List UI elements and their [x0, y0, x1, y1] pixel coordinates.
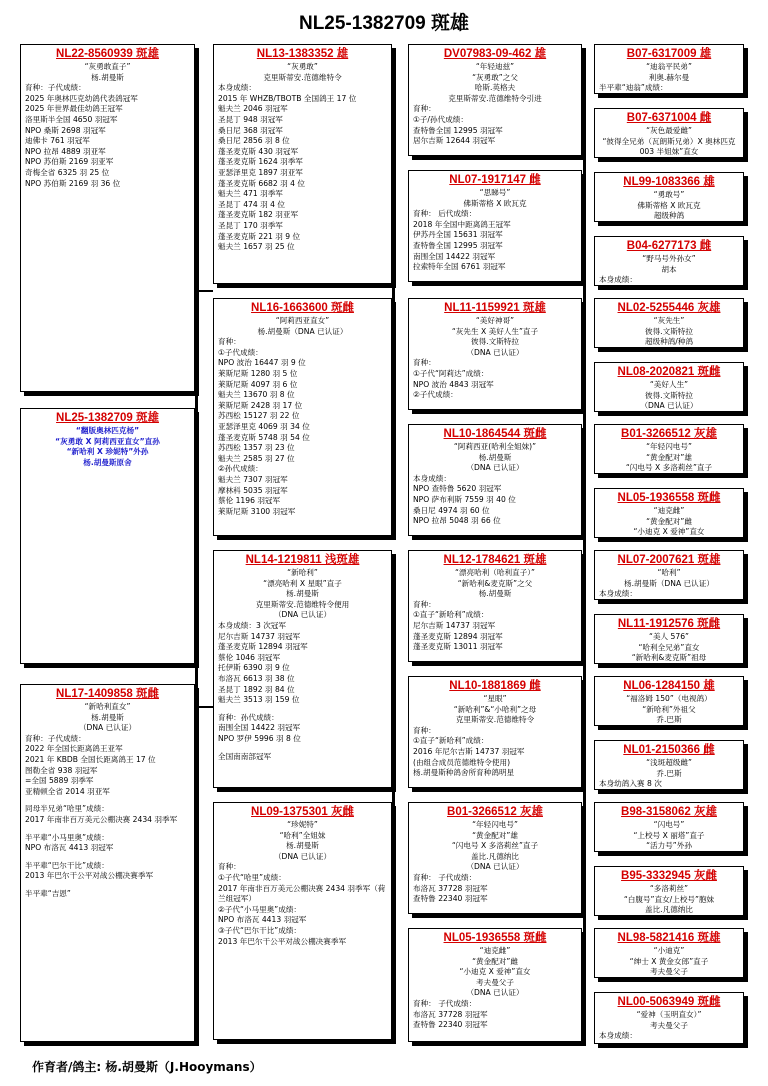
result-line: 图勒全省 938 羽冠军 — [25, 765, 98, 775]
name-line: 克里斯蒂安.范德维特令引进 — [448, 93, 542, 103]
result-line: 魁夫兰 13670 羽 8 位 — [218, 390, 295, 400]
result-line: 查特鲁全国 12995 羽冠军 — [413, 240, 503, 250]
g4-card-6 — [594, 362, 744, 412]
ring-number: NL06-1284150 雄 — [623, 680, 715, 692]
g3-card-6 — [408, 676, 582, 788]
g3-card-1 — [408, 44, 582, 156]
ring-number: B98-3158062 灰雄 — [621, 806, 717, 818]
g4-card-13 — [594, 802, 744, 852]
result-line: 本身成绩：3 次冠军 — [218, 620, 286, 630]
ring-number: B04-6277173 雌 — [626, 240, 712, 252]
result-line: 2018 年全国中距离鸽王冠军 — [413, 219, 511, 229]
granddam-maternal-card — [213, 802, 392, 1040]
name-line: “灰勇敢”之父 — [472, 72, 518, 82]
name-line: 彼得.文斯特拉 — [645, 390, 693, 400]
g4-card-16 — [594, 992, 744, 1044]
result-line: 莱斯尼斯 3100 羽冠军 — [218, 506, 296, 516]
name-line: “闪电号 X 多洛莉丝”直子 — [625, 463, 713, 473]
g3-card-8 — [408, 928, 582, 1042]
result-line: 蓬圣麦克斯 182 羽亚军 — [218, 210, 299, 220]
result-line: 育种： 子代成绩： — [413, 998, 477, 1008]
name-line: “星眼” — [483, 694, 507, 703]
g4-card-5 — [594, 298, 744, 348]
granddam-paternal-card — [213, 298, 392, 536]
name-line: “哈利”全姐妹 — [279, 830, 326, 840]
result-line: NPO 查特鲁 5620 羽冠军 — [413, 484, 502, 494]
ring-number: NL14-1219811 浅斑雄 — [245, 554, 360, 566]
result-line: NPO 布洛瓦 4413 羽冠军 — [25, 843, 114, 853]
result-line: 本身成绩： — [599, 1031, 637, 1041]
name-line: “小迪克 X 爱神”直女 — [633, 527, 705, 537]
result-line: NPO 波治 16447 羽 9 位 — [218, 358, 306, 368]
g4-card-9 — [594, 550, 744, 600]
name-line: “年轻闪电号” — [472, 820, 518, 829]
name-line: 哈斯.英格夫 — [474, 83, 516, 93]
result-line: 桑日尼 2856 羽 8 位 — [218, 136, 290, 146]
result-line: 莱斯尼斯 2428 羽 17 位 — [218, 400, 303, 410]
name-line: “灰勇敢直子” — [84, 62, 131, 71]
name-line: “美好人生” — [649, 380, 689, 389]
ring-number: NL13-1383352 雄 — [256, 48, 349, 60]
result-line: 育种： — [413, 725, 436, 735]
ring-number: NL02-5255446 灰雄 — [617, 302, 721, 314]
name-line: “灰先生 X 美好人生”直子 — [451, 326, 539, 336]
name-line: （DNA 已认证） — [466, 862, 524, 872]
result-line: 圣昆丁 948 羽冠军 — [218, 114, 283, 124]
name-line: “新哈利直女” — [84, 702, 131, 711]
ring-number: NL12-1784621 斑雄 — [443, 554, 547, 566]
result-line: ①直子“新哈利”成绩： — [413, 610, 489, 620]
ring-number: NL05-1936558 斑雌 — [443, 932, 547, 944]
g4-card-4 — [594, 236, 744, 286]
result-line: 南围全国 14422 羽冠军 — [413, 251, 496, 261]
name-line: “勇敢号” — [653, 190, 685, 199]
name-line: “黄金配对”雄 — [646, 452, 692, 462]
name-line: “黄金配对”雌 — [472, 956, 518, 966]
result-line: 蓬圣麦克斯 13011 羽冠军 — [413, 642, 503, 652]
name-line: “浅斑超级雌” — [646, 758, 692, 767]
ring-number: DV07983-09-462 雄 — [443, 48, 547, 60]
name-line: 考夫曼父子 — [650, 1020, 688, 1030]
name-line: 杨.胡曼斯（DNA 已认证） — [624, 578, 714, 588]
result-line: ②孙代成绩： — [218, 464, 263, 474]
result-line: 桑日尼 368 羽冠军 — [218, 125, 283, 135]
result-line: 圣昆丁 474 羽 4 位 — [218, 199, 285, 209]
name-line: “新哈利”外祖父 — [642, 704, 696, 714]
result-line: 托伊斯 6390 羽 9 位 — [218, 663, 290, 673]
name-line: “彼得全兄弟（瓦朗斯兄弟）X 奥林匹克 003 半姐妹”直女 — [602, 136, 736, 157]
name-line: 克里斯蒂安.范德维特令便用 — [255, 599, 350, 609]
name-line: 彼得.文斯特拉 — [645, 326, 693, 336]
ring-number: B01-3266512 灰雄 — [621, 428, 717, 440]
result-line: 2013 年巴尔干公平对战公棚决赛季军 — [25, 871, 154, 881]
name-line: 佛斯蒂格 X 欧瓦克 — [637, 200, 701, 210]
result-line: 育种：子代成绩： — [25, 83, 86, 93]
name-line: 杨.胡曼斯 — [286, 841, 319, 851]
result-line: 魁夫兰 3513 羽 159 位 — [218, 695, 300, 705]
name-line: 超级种鸽/种鸽 — [644, 337, 694, 347]
result-line: NPO 苏伯斯 2169 羽亚军 — [25, 157, 114, 167]
result-line: 尼尔吉斯 14737 羽冠军 — [413, 620, 496, 630]
g4-card-1 — [594, 44, 744, 94]
name-line: “美人 576” — [649, 632, 689, 641]
name-line: 杨.胡曼斯 — [91, 72, 124, 82]
g3-card-3 — [408, 298, 582, 410]
result-line: 本身幼鸽入赛 8 次 — [599, 779, 662, 789]
subject-line: 杨.胡曼斯原舍 — [83, 457, 132, 467]
result-line: =全国 5889 羽季军 — [25, 776, 94, 786]
breeder-footer: 作育者/鸽主: 杨.胡曼斯（J.Hooymans） — [32, 1060, 262, 1074]
result-line: 育种： 子代成绩： — [413, 872, 477, 882]
result-line: 蓬圣麦克斯 12894 羽冠军 — [218, 642, 308, 652]
name-line: 超级种鸽 — [653, 211, 685, 221]
name-line: “阿莉西亚直女” — [275, 316, 330, 325]
result-line: 本身成绩： — [218, 83, 256, 93]
ring-number: NL22-8560939 斑雄 — [56, 48, 159, 60]
result-line: 南围全国 14422 羽冠军 — [218, 723, 301, 733]
name-line: “灰勇敢” — [287, 62, 318, 71]
ring-number: NL98-5821416 斑雄 — [617, 932, 721, 944]
result-line: ①子代“阿莉达”成绩： — [413, 368, 489, 378]
name-line: “哈利” — [657, 568, 681, 577]
name-line: 盖比.凡德纳比 — [471, 851, 519, 861]
result-line: 育种： — [218, 862, 241, 872]
name-line: 杨.胡曼斯 — [91, 712, 124, 722]
result-line: ②子代成绩： — [413, 390, 458, 400]
name-line: “漂亮哈利 X 星眼”直子 — [263, 578, 342, 588]
result-line: 圣昆丁 1892 羽 84 位 — [218, 684, 295, 694]
name-line: 彼得.文斯特拉 — [471, 337, 519, 347]
result-line: 本身成绩： — [599, 275, 637, 285]
name-line: “珍妮特” — [287, 820, 318, 829]
result-line: 蓬圣麦克斯 12894 羽冠军 — [413, 631, 503, 641]
result-line: 圣昆丁 170 羽季军 — [218, 220, 283, 230]
name-line: “迪克雌” — [653, 506, 685, 515]
ring-number: NL07-2007621 斑雄 — [617, 554, 721, 566]
ring-number: NL25-1382709 斑雄 — [56, 412, 159, 424]
result-line: 杨.胡曼斯种鸽舍所育种鸽明星 — [413, 768, 515, 778]
result-line: 查特鲁 22340 羽冠军 — [413, 1020, 488, 1030]
ring-number: NL07-1917147 雌 — [449, 174, 541, 186]
result-line: NPO 布洛瓦 4413 羽冠军 — [218, 915, 307, 925]
name-line: “野马号外孙女” — [642, 254, 696, 263]
ring-number: B07-6371004 雌 — [626, 112, 712, 124]
name-line: “上校号 X 丽塔”直子 — [633, 830, 705, 840]
ring-number: NL17-1409858 斑雌 — [56, 688, 159, 700]
name-line: （DNA 已认证） — [466, 463, 524, 473]
g4-card-12 — [594, 740, 744, 790]
connector-line — [195, 60, 198, 706]
g4-card-7 — [594, 424, 744, 474]
name-line: “新哈利&麦克斯”祖母 — [631, 653, 707, 663]
ring-number: B07-6317009 雄 — [626, 48, 712, 60]
ring-number: NL99-1083366 雄 — [623, 176, 715, 188]
result-line: 魁夫兰 471 羽季军 — [218, 189, 283, 199]
name-line: 胡本 — [661, 264, 677, 274]
result-line: NPO 拉昂 4889 羽亚军 — [25, 146, 106, 156]
result-line: 蓬圣麦克斯 1624 羽季军 — [218, 157, 303, 167]
g4-card-8 — [594, 488, 744, 538]
result-line: 蓬圣麦克斯 5748 羽 54 位 — [218, 432, 310, 442]
result-line: 布洛瓦 37728 羽冠军 — [413, 1009, 488, 1019]
ring-number: NL10-1864544 斑雌 — [443, 428, 547, 440]
result-line: 布洛瓦 37728 羽冠军 — [413, 883, 488, 893]
name-line: 利奥.赫尔曼 — [648, 72, 690, 82]
sire-card — [20, 44, 195, 392]
result-line: NPO 苏伯斯 2169 羽 36 位 — [25, 178, 121, 188]
result-line: 全国南南部冠军 — [218, 751, 272, 761]
result-line: 桑日尼 4974 羽 60 位 — [413, 505, 490, 515]
name-line: “绅士 X 黄金女郎”直子 — [629, 956, 709, 966]
name-line: “哈利全兄弟”直女 — [638, 642, 700, 652]
result-line: 莱斯尼斯 1280 羽 5 位 — [218, 368, 298, 378]
result-line: 半平辈“巴尔干比”成绩： — [25, 860, 109, 870]
grandsire-maternal-card — [213, 550, 392, 788]
result-line: 蓬圣麦克斯 6682 羽 4 位 — [218, 178, 305, 188]
name-line: “黄金配对”雄 — [472, 830, 518, 840]
result-line: 育种： — [413, 104, 436, 114]
result-line: 蓬圣麦克斯 430 羽冠军 — [218, 146, 299, 156]
result-line: 本身成绩： — [599, 589, 637, 599]
subject-line: “翻版奥林匹克杨” — [75, 426, 140, 435]
name-line: “闪电号 X 多洛莉丝”直子 — [451, 841, 539, 851]
name-line: “白腹号”直女/上校号”胞妹 — [623, 894, 715, 904]
name-line: “黄金配对”雌 — [646, 516, 692, 526]
result-line: ①子代“哈里”成绩： — [218, 872, 286, 882]
name-line: 乔.巴斯 — [656, 715, 682, 725]
ring-number: NL08-2020821 斑雌 — [617, 366, 721, 378]
name-line: “小迪克” — [653, 946, 685, 955]
result-line: 尼尔吉斯 14737 羽冠军 — [218, 631, 301, 641]
connector-line — [193, 706, 213, 708]
ring-number: B01-3266512 灰雄 — [447, 806, 543, 818]
result-line: 亚瑟泽里克 4069 羽 34 位 — [218, 421, 310, 431]
result-line: 2017 年南非百万美元公棚决赛 2434 羽季军 — [25, 814, 178, 824]
ring-number: NL11-1159921 斑雄 — [444, 302, 546, 314]
result-line: 魁夫兰 7307 羽冠军 — [218, 474, 288, 484]
name-line: “年轻迪兹” — [475, 62, 515, 71]
name-line: “年轻闪电号” — [646, 442, 692, 451]
result-line: 育种： — [413, 599, 436, 609]
name-line: “小迪克 X 爱神”直女 — [459, 967, 531, 977]
name-line: “迪克雌” — [479, 946, 511, 955]
result-line: 迪佛卡 761 羽冠军 — [25, 136, 90, 146]
name-line: （DNA 已认证） — [466, 347, 524, 357]
name-line: “福洛姆 150”（电视鸽） — [626, 694, 712, 703]
result-line: 半平辈“迪翁”成绩： — [599, 83, 668, 93]
result-line: 半平辈“小马里奥”成绩： — [25, 832, 109, 842]
result-line: 同母半兄弟“哈里”成绩： — [25, 804, 109, 814]
ring-number: NL09-1375301 灰雌 — [251, 806, 354, 818]
g3-card-2 — [408, 170, 582, 282]
name-line: 杨.胡曼斯 — [478, 452, 512, 462]
result-line: 2016 年尼尔吉斯 14737 羽冠军 — [413, 746, 525, 756]
result-line: 2025 年世界最佳幼鸽王冠军 — [25, 104, 123, 114]
name-line: （DNA 已认证） — [640, 401, 698, 411]
result-line: 亚瑟泽里克 1897 羽亚军 — [218, 167, 303, 177]
result-line: 2022 年全国长距离鸽王亚军 — [25, 744, 123, 754]
name-line: “阿莉西亚(哈利全姐妹)” — [453, 442, 537, 451]
ring-number: NL01-2150366 雌 — [623, 744, 715, 756]
result-line: 苏西松 15127 羽 22 位 — [218, 411, 300, 421]
name-line: “活力号”外孙 — [646, 841, 692, 851]
name-line: “新哈利”&“小哈利”之母 — [453, 704, 537, 714]
g4-card-3 — [594, 172, 744, 222]
result-line: 半平辈“吉恩” — [25, 888, 71, 898]
result-line: 育种：子代成绩： — [25, 733, 86, 743]
result-line: 居尔吉斯 12644 羽冠军 — [413, 136, 496, 146]
subject-line: “新哈利 X 珍妮特”外孙 — [66, 447, 149, 457]
result-line: 洛里斯半全国 4650 羽冠军 — [25, 114, 118, 124]
dam-card — [20, 684, 195, 1042]
ring-number: NL00-5063949 斑雌 — [617, 996, 721, 1008]
name-line: “漂亮哈利（哈利直子）” — [454, 568, 535, 577]
result-line: NPO 桑斯 2698 羽冠军 — [25, 125, 106, 135]
result-line: 拉索特年全国 6761 羽冠军 — [413, 262, 506, 272]
page-title: NL25-1382709 斑雄 — [298, 13, 470, 34]
result-line: 伊苏丹全国 15631 羽冠军 — [413, 230, 503, 240]
name-line: “新哈利” — [287, 568, 318, 577]
name-line: 杨.胡曼斯 — [286, 589, 319, 599]
result-line: 魁夫兰 2585 羽 27 位 — [218, 453, 295, 463]
name-line: “迪翁平民弟” — [646, 62, 692, 71]
result-line: 2017 年南非百万美元公棚决赛 2434 羽季军（荷兰组冠军） — [218, 883, 386, 904]
g3-card-5 — [408, 550, 582, 662]
name-line: “爱神（玉明直女）” — [636, 1010, 702, 1019]
name-line: 考夫曼父子 — [650, 967, 688, 977]
result-line: 亚精顿全省 2014 羽亚军 — [25, 786, 110, 796]
result-line: 本身成绩： — [413, 473, 451, 483]
name-line: 佛斯蒂格 X 欧瓦克 — [463, 198, 527, 208]
name-line: “灰色最爱雌” — [646, 126, 692, 135]
result-line: 查特鲁 22340 羽冠军 — [413, 894, 488, 904]
result-line: 2013 年巴尔干公平对战公棚决赛季军 — [218, 936, 347, 946]
name-line: 乔.巴斯 — [656, 768, 682, 778]
result-line: 魁夫兰 1657 羽 25 位 — [218, 242, 295, 252]
g4-card-11 — [594, 676, 744, 726]
result-line: ②子代“小马里奥”成绩： — [218, 904, 302, 914]
grandsire-paternal-card — [213, 44, 392, 284]
name-line: （DNA 已认证） — [466, 988, 524, 998]
name-line: 克里斯蒂安.范德维特令 — [455, 715, 535, 725]
name-line: （DNA 已认证） — [273, 851, 332, 861]
g3-card-4 — [408, 424, 582, 536]
connector-line — [392, 60, 395, 320]
name-line: “灰先生” — [653, 316, 685, 325]
result-line: 奇梅全省 6325 羽 25 位 — [25, 167, 110, 177]
result-line: ①直子“新哈利”成绩： — [413, 736, 489, 746]
result-line: 育种：孙代成绩： — [218, 712, 279, 722]
name-line: （DNA 已认证） — [78, 723, 137, 733]
result-line: NPO 拉昂 5048 羽 66 位 — [413, 516, 501, 526]
name-line: 盖比.凡德纳比 — [645, 905, 693, 915]
result-line: 2021 年 KBDB 全国长距离鸽王 17 位 — [25, 754, 156, 764]
subject-line: “灰勇敢 X 阿莉西亚直女”直孙 — [55, 436, 160, 446]
ring-number: NL16-1663600 斑雌 — [251, 302, 354, 314]
result-line: NPO 罗伊 5996 羽 8 位 — [218, 733, 301, 743]
result-line: ③子代“巴尔干比”成绩： — [218, 925, 302, 935]
ring-number: NL05-1936558 斑雌 — [617, 492, 721, 504]
ring-number: B95-3332945 灰雌 — [621, 870, 717, 882]
result-line: NPO 波治 4843 羽冠军 — [413, 379, 494, 389]
result-line: 莱斯尼斯 4097 羽 6 位 — [218, 379, 298, 389]
connector-line — [392, 560, 395, 820]
result-line: 2015 年 WHZB/TBOTB 全国鸽王 17 位 — [218, 93, 357, 103]
result-line: 查特鲁全国 12995 羽冠军 — [413, 125, 503, 135]
result-line: 布洛瓦 6613 羽 38 位 — [218, 673, 295, 683]
g4-card-2 — [594, 108, 744, 158]
result-line: 蔡伦 1046 羽冠军 — [218, 652, 281, 662]
g4-card-10 — [594, 614, 744, 664]
g3-card-7 — [408, 802, 582, 914]
name-line: “美好神哥” — [475, 316, 515, 325]
result-line: 育种： — [218, 337, 241, 347]
name-line: “思睇号” — [479, 188, 511, 197]
result-line: 摩林科 5035 羽冠军 — [218, 485, 288, 495]
result-line: 育种： — [413, 358, 436, 368]
connector-line — [583, 58, 586, 1018]
result-line: 蔡伦 1196 羽冠军 — [218, 496, 281, 506]
result-line: 魁夫兰 2046 羽冠军 — [218, 104, 288, 114]
subject-card — [20, 408, 195, 664]
name-line: 杨.胡曼斯（DNA 已认证） — [257, 326, 348, 336]
name-line: “多洛莉丝” — [649, 884, 689, 893]
result-line: 蓬圣麦克斯 221 羽 9 位 — [218, 231, 301, 241]
name-line: （DNA 已认证） — [273, 610, 332, 620]
ring-number: NL10-1881869 雌 — [449, 680, 541, 692]
result-line: NPO 萨布利斯 7559 羽 40 位 — [413, 494, 516, 504]
result-line: 育种： 后代成绩： — [413, 209, 477, 219]
ring-number: NL11-1912576 斑雌 — [617, 618, 721, 630]
name-line: 考夫曼父子 — [476, 977, 514, 987]
result-line: (由组合成员范德维特令使用) — [413, 757, 511, 767]
result-line: 2025 年奥林匹克幼鸽代表鸽冠军 — [25, 93, 138, 103]
name-line: 杨.胡曼斯 — [478, 589, 512, 599]
g4-card-14 — [594, 866, 744, 916]
result-line: ①子代成绩： — [218, 347, 263, 357]
g4-card-15 — [594, 928, 744, 978]
result-line: ①子/孙代成绩： — [413, 114, 468, 124]
connector-line — [193, 290, 213, 292]
name-line: “新哈利&麦克斯”之父 — [457, 578, 533, 588]
name-line: 克里斯蒂安.范德维特令 — [263, 72, 342, 82]
result-line: 苏西松 1357 羽 23 位 — [218, 443, 295, 453]
name-line: “闪电号” — [653, 820, 685, 829]
